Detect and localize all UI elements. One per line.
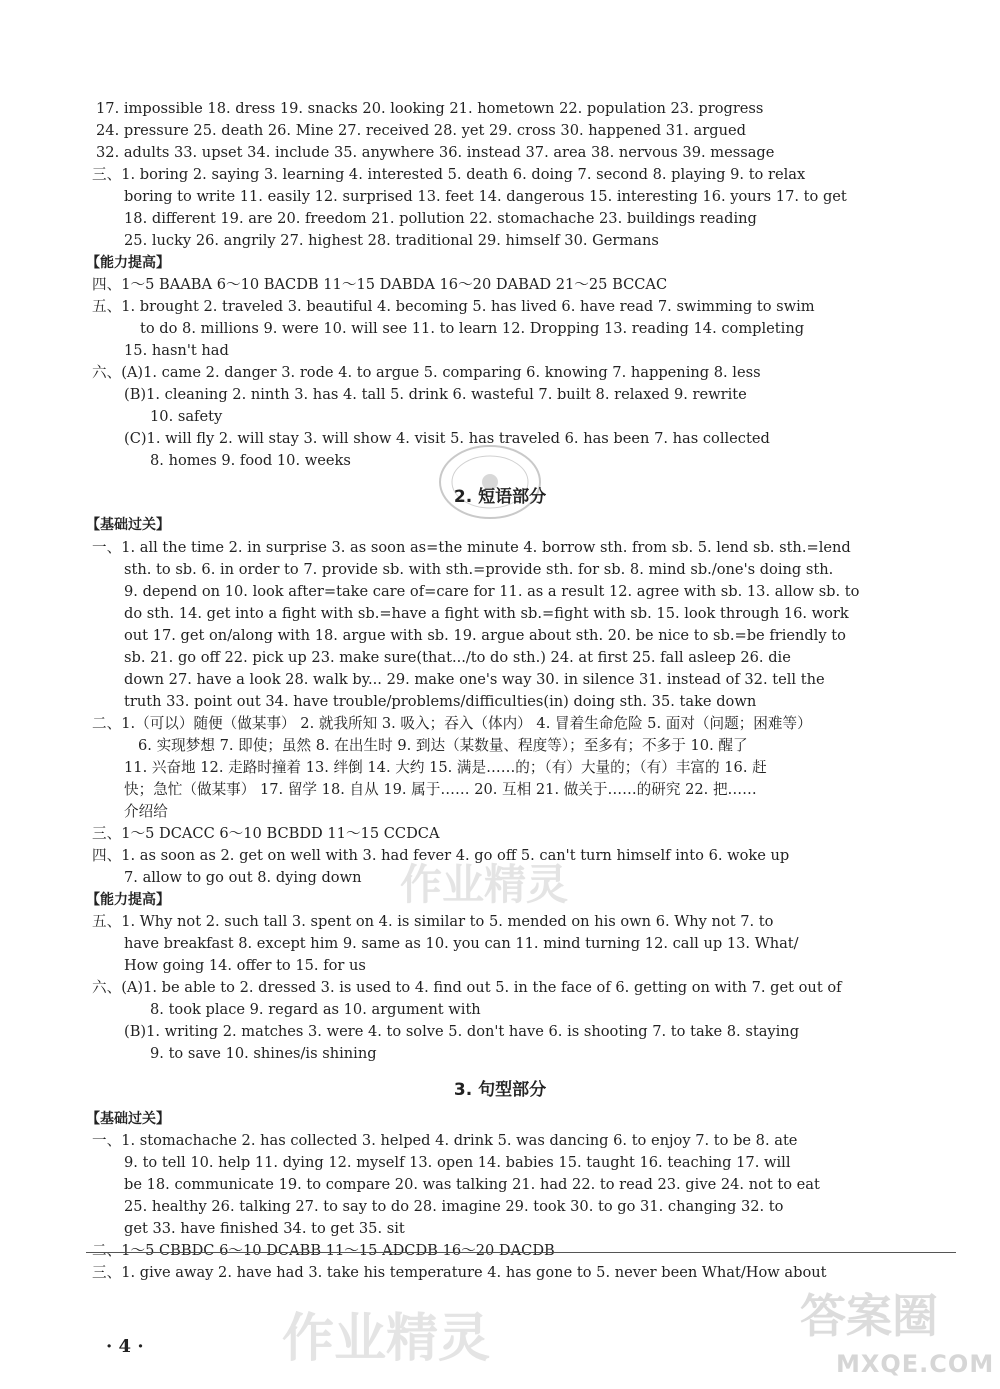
answer-line: 25. lucky 26. angrily 27. highest 28. traditional 29. himself 30. Germans <box>124 232 659 249</box>
answer-line: 9. depend on 10. look after=take care of=care for 11. as a result 12. agree with sb. 13. allow sb. to <box>124 583 860 600</box>
answer-line: 五、1. Why not 2. such tall 3. spent on 4. is similar to 5. mended on his own 6. Why not 7. to <box>92 913 774 930</box>
answer-line: 25. healthy 26. talking 27. to say to do 28. imagine 29. took 30. to go 31. changing 32. to <box>124 1198 784 1215</box>
answer-line: 四、1. as soon as 2. get on well with 3. had fever 4. go off 5. can't turn himself into 6. woke up <box>92 847 790 864</box>
answer-line: to do 8. millions 9. were 10. will see 11. to learn 12. Dropping 13. reading 14. completing <box>140 320 805 337</box>
answer-line: 6. 实现梦想 7. 即使；虽然 8. 在出生时 9. 到达（某数量、程度等）；至多有；不多于 10. 醒了 <box>138 737 748 754</box>
answer-line: 8. took place 9. regard as 10. argument with <box>150 1001 481 1018</box>
answer-line: 24. pressure 25. death 26. Mine 27. received 28. yet 29. cross 30. happened 31. argued <box>96 122 746 139</box>
answer-line: 五、1. brought 2. traveled 3. beautiful 4. becoming 5. has lived 6. have read 7. swimming to swim <box>92 298 815 315</box>
answer-line: out 17. get on/along with 18. argue with sb. 19. argue about sth. 20. be nice to sb.=be friendly to <box>124 627 846 644</box>
site-logo <box>800 1280 1000 1389</box>
answer-line: 四、1～5 BAABA 6～10 BACDB 11～15 DABDA 16～20 DABAD 21～25 BCCAC <box>92 276 668 293</box>
answer-line: boring to write 11. easily 12. surprised 13. feet 14. dangerous 15. interesting 16. yours 17. to get <box>124 188 847 205</box>
answer-line: truth 33. point out 34. have trouble/problems/difficulties(in) doing sth. 35. take down <box>124 693 757 710</box>
answer-line: 介绍给 <box>124 803 168 820</box>
answer-line: 8. homes 9. food 10. weeks <box>150 452 351 469</box>
answer-line: 32. adults 33. upset 34. include 35. anywhere 36. instead 37. area 38. nervous 39. message <box>96 144 775 161</box>
answer-line: 三、1. boring 2. saying 3. learning 4. interested 5. death 6. doing 7. second 8. playing 9. to relax <box>92 166 806 183</box>
answer-line: be 18. communicate 19. to compare 20. was talking 21. had 22. to read 23. give 24. not to eat <box>124 1176 820 1193</box>
answer-line: 10. safety <box>150 408 223 425</box>
section-title-phrases: 2. 短语部分 <box>453 487 547 507</box>
page-number: · 4 · <box>106 1336 144 1357</box>
subhead-ability-2: 【能力提高】 <box>86 892 170 908</box>
answer-line: get 33. have finished 34. to get 35. sit <box>124 1220 405 1237</box>
subhead-ability-1: 【能力提高】 <box>86 255 170 271</box>
answer-line: 六、(A)1. came 2. danger 3. rode 4. to argue 5. comparing 6. knowing 7. happening 8. less <box>92 364 761 381</box>
answer-line: 一、1. all the time 2. in surprise 3. as soon as=the minute 4. borrow sth. from sb. 5. lend sb. sth.=lend <box>92 539 851 556</box>
answer-line: have breakfast 8. except him 9. same as 10. you can 11. mind turning 12. call up 13. What/ <box>124 935 799 952</box>
answer-line: do sth. 14. get into a fight with sb.=have a fight with sb.=fight with sb. 15. look through 16. work <box>124 605 849 622</box>
subhead-basic-3: 【基础过关】 <box>86 1111 170 1127</box>
answer-line: 二、1.（可以）随便（做某事） 2. 就我所知 3. 吸入；吞入（体内） 4. 冒着生命危险 5. 面对（问题；困难等） <box>92 715 812 732</box>
answer-line: 17. impossible 18. dress 19. snacks 20. looking 21. hometown 22. population 23. progress <box>96 100 764 117</box>
answer-line: 7. allow to go out 8. dying down <box>124 869 362 886</box>
answer-line: 9. to save 10. shines/is shining <box>150 1045 377 1062</box>
answer-line: (B)1. writing 2. matches 3. were 4. to solve 5. don't have 6. is shooting 7. to take 8. staying <box>124 1023 800 1040</box>
answer-line: sb. 21. go off 22. pick up 23. make sure(that.../to do sth.) 24. at first 25. fall asleep 26. die <box>124 649 791 666</box>
answer-line: 一、1. stomachache 2. has collected 3. helped 4. drink 5. was dancing 6. to enjoy 7. to be 8. ate <box>92 1132 798 1149</box>
answer-line: 快；急忙（做某事） 17. 留学 18. 自从 19. 属于…… 20. 互相 21. 做关于……的研究 22. 把…… <box>124 781 757 798</box>
footer-rule <box>86 1252 956 1253</box>
answer-line: (B)1. cleaning 2. ninth 3. has 4. tall 5. drink 6. wasteful 7. built 8. relaxed 9. rewrite <box>124 386 747 403</box>
subhead-basic-2: 【基础过关】 <box>86 517 170 533</box>
answer-line: 18. different 19. are 20. freedom 21. pollution 22. stomachache 23. buildings reading <box>124 210 757 227</box>
watermark-middle: 作业精灵 <box>400 860 569 909</box>
answer-line: down 27. have a look 28. walk by... 29. make one's way 30. in silence 31. instead of 32. tell the <box>124 671 825 688</box>
logo-text: 答案圈 <box>800 1289 938 1343</box>
answer-line: 9. to tell 10. help 11. dying 12. myself 13. open 14. babies 15. taught 16. teaching 17. will <box>124 1154 791 1171</box>
answer-line: 三、1～5 DCACC 6～10 BCBDD 11～15 CCDCA <box>92 825 440 842</box>
answer-line: (C)1. will fly 2. will stay 3. will show 4. visit 5. has traveled 6. has been 7. has collected <box>124 430 770 447</box>
answer-line: 15. hasn't had <box>124 342 229 359</box>
logo-url: MXQE.COM <box>836 1350 995 1378</box>
answer-line: 三、1. give away 2. have had 3. take his temperature 4. has gone to 5. never been What/How about <box>92 1264 827 1281</box>
answer-line: sth. to sb. 6. in order to 7. provide sb. with sth.=provide sth. for sb. 8. mind sb./one's doing sth. <box>124 561 834 578</box>
answer-line: How going 14. offer to 15. for us <box>124 957 366 974</box>
watermark-bottom: 作业精灵 <box>282 1309 491 1369</box>
section-title-sentences: 3. 句型部分 <box>453 1080 547 1100</box>
answer-line: 二、1～5 CBBDC 6～10 DCABB 11～15 ADCDB 16～20 DACDB <box>92 1242 555 1259</box>
answer-line: 11. 兴奋地 12. 走路时撞着 13. 绊倒 14. 大约 15. 满是……的；（有）大量的；（有）丰富的 16. 赶 <box>124 759 767 776</box>
answer-line: 六、(A)1. be able to 2. dressed 3. is used to 4. find out 5. in the face of 6. getting on with 7. get out of <box>92 979 842 996</box>
